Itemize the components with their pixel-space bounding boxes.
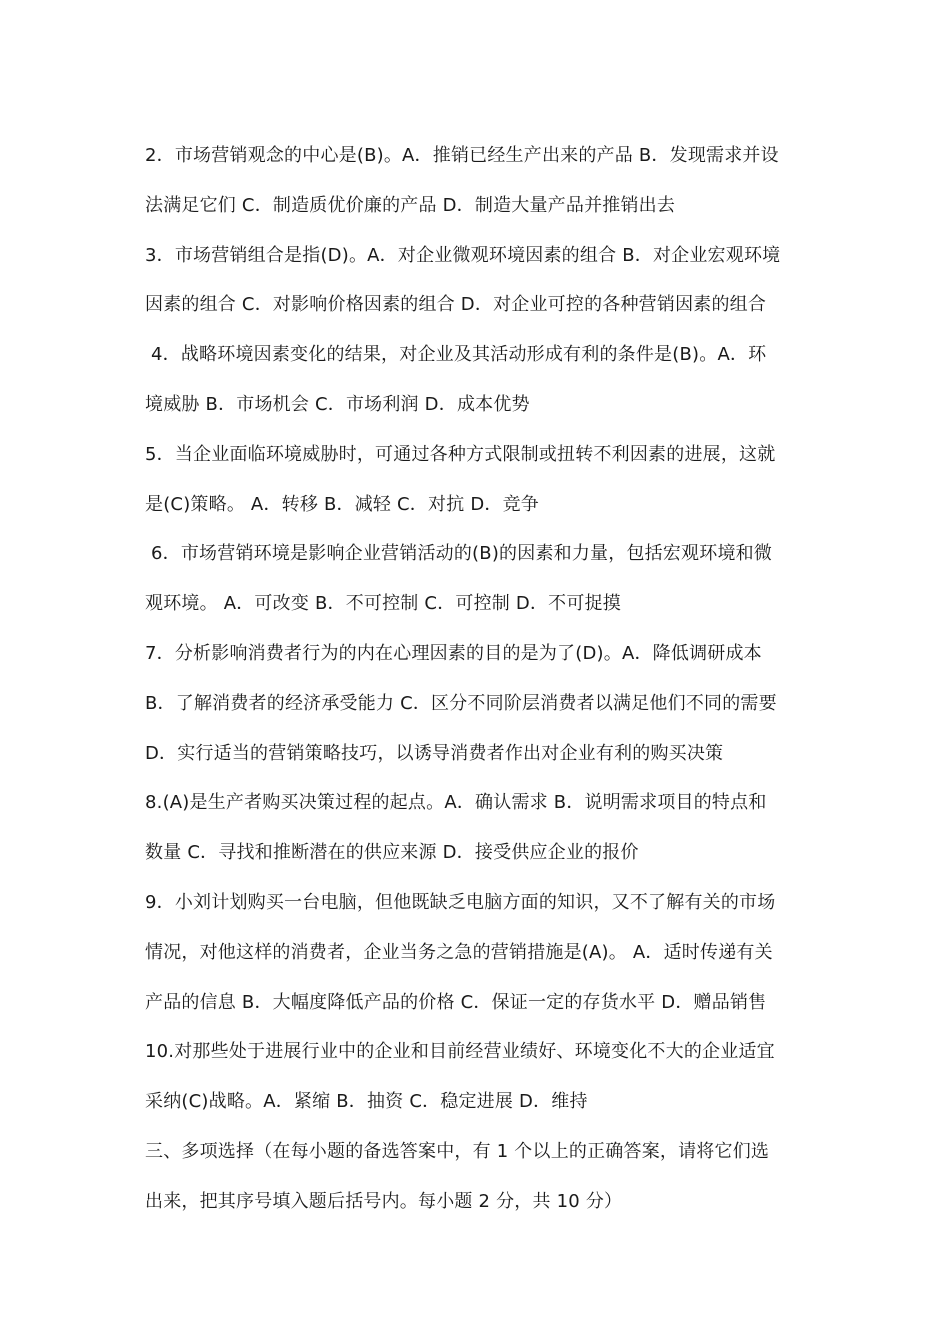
text-line-q4-a: 4．战略环境因素变化的结果，对企业及其活动形成有利的条件是(B)。A．环 bbox=[151, 344, 767, 366]
text-line-q9-c: 产品的信息 B．大幅度降低产品的价格 C．保证一定的存货水平 D．赠品销售 bbox=[145, 991, 767, 1013]
text-line-q8-b: 数量 C．寻找和推断潜在的供应来源 D．接受供应企业的报价 bbox=[145, 842, 639, 864]
section-heading-multiple-choice-b: 出来，把其序号填入题后括号内。每小题 2 分，共 10 分） bbox=[145, 1190, 623, 1212]
text-line-q9-a: 9．小刘计划购买一台电脑，但他既缺乏电脑方面的知识，又不了解有关的市场 bbox=[145, 891, 776, 913]
text-line-q5-a: 5．当企业面临环境威胁时，可通过各种方式限制或扭转不利因素的进展，这就 bbox=[145, 443, 776, 465]
text-line-q4-b: 境威胁 B．市场机会 C．市场利润 D．成本优势 bbox=[145, 393, 530, 415]
text-line-q6-b: 观环境。 A．可改变 B．不可控制 C．可控制 D．不可捉摸 bbox=[145, 593, 621, 615]
text-line-q9-b: 情况，对他这样的消费者，企业当务之急的营销措施是(A)。 A．适时传递有关 bbox=[145, 941, 773, 963]
text-line-q5-b: 是(C)策略。 A．转移 B．减轻 C．对抗 D．竞争 bbox=[145, 493, 539, 515]
text-line-q3-a: 3．市场营销组合是指(D)。A．对企业微观环境因素的组合 B．对企业宏观环境 bbox=[145, 244, 781, 266]
text-line-q2-b: 法满足它们 C．制造质优价廉的产品 D．制造大量产品并推销出去 bbox=[145, 194, 676, 216]
section-heading-multiple-choice-a: 三、多项选择（在每小题的备选答案中，有 1 个以上的正确答案，请将它们选 bbox=[145, 1140, 770, 1162]
text-line-q3-b: 因素的组合 C．对影响价格因素的组合 D．对企业可控的各种营销因素的组合 bbox=[145, 294, 767, 316]
text-line-q7-a: 7．分析影响消费者行为的内在心理因素的目的是为了(D)。A．降低调研成本 bbox=[145, 642, 762, 664]
text-line-q2-a: 2．市场营销观念的中心是(B)。A．推销已经生产出来的产品 B．发现需求并设 bbox=[145, 145, 779, 166]
document-body bbox=[145, 131, 813, 1227]
text-line-q10-a: 10.对那些处于进展行业中的企业和目前经营业绩好、环境变化不大的企业适宜 bbox=[145, 1041, 775, 1063]
text-line-q6-a: 6．市场营销环境是影响企业营销活动的(B)的因素和力量，包括宏观环境和微 bbox=[151, 543, 773, 565]
text-line-q8-a: 8.(A)是生产者购买决策过程的起点。A．确认需求 B．说明需求项目的特点和 bbox=[145, 792, 767, 814]
text-line-q7-c: D．实行适当的营销策略技巧，以诱导消费者作出对企业有利的购买决策 bbox=[145, 742, 724, 764]
text-line-q10-b: 采纳(C)战略。A．紧缩 B．抽资 C．稳定进展 D．维持 bbox=[145, 1091, 588, 1113]
text-line-q7-b: B．了解消费者的经济承受能力 C．区分不同阶层消费者以满足他们不同的需要 bbox=[145, 692, 777, 714]
